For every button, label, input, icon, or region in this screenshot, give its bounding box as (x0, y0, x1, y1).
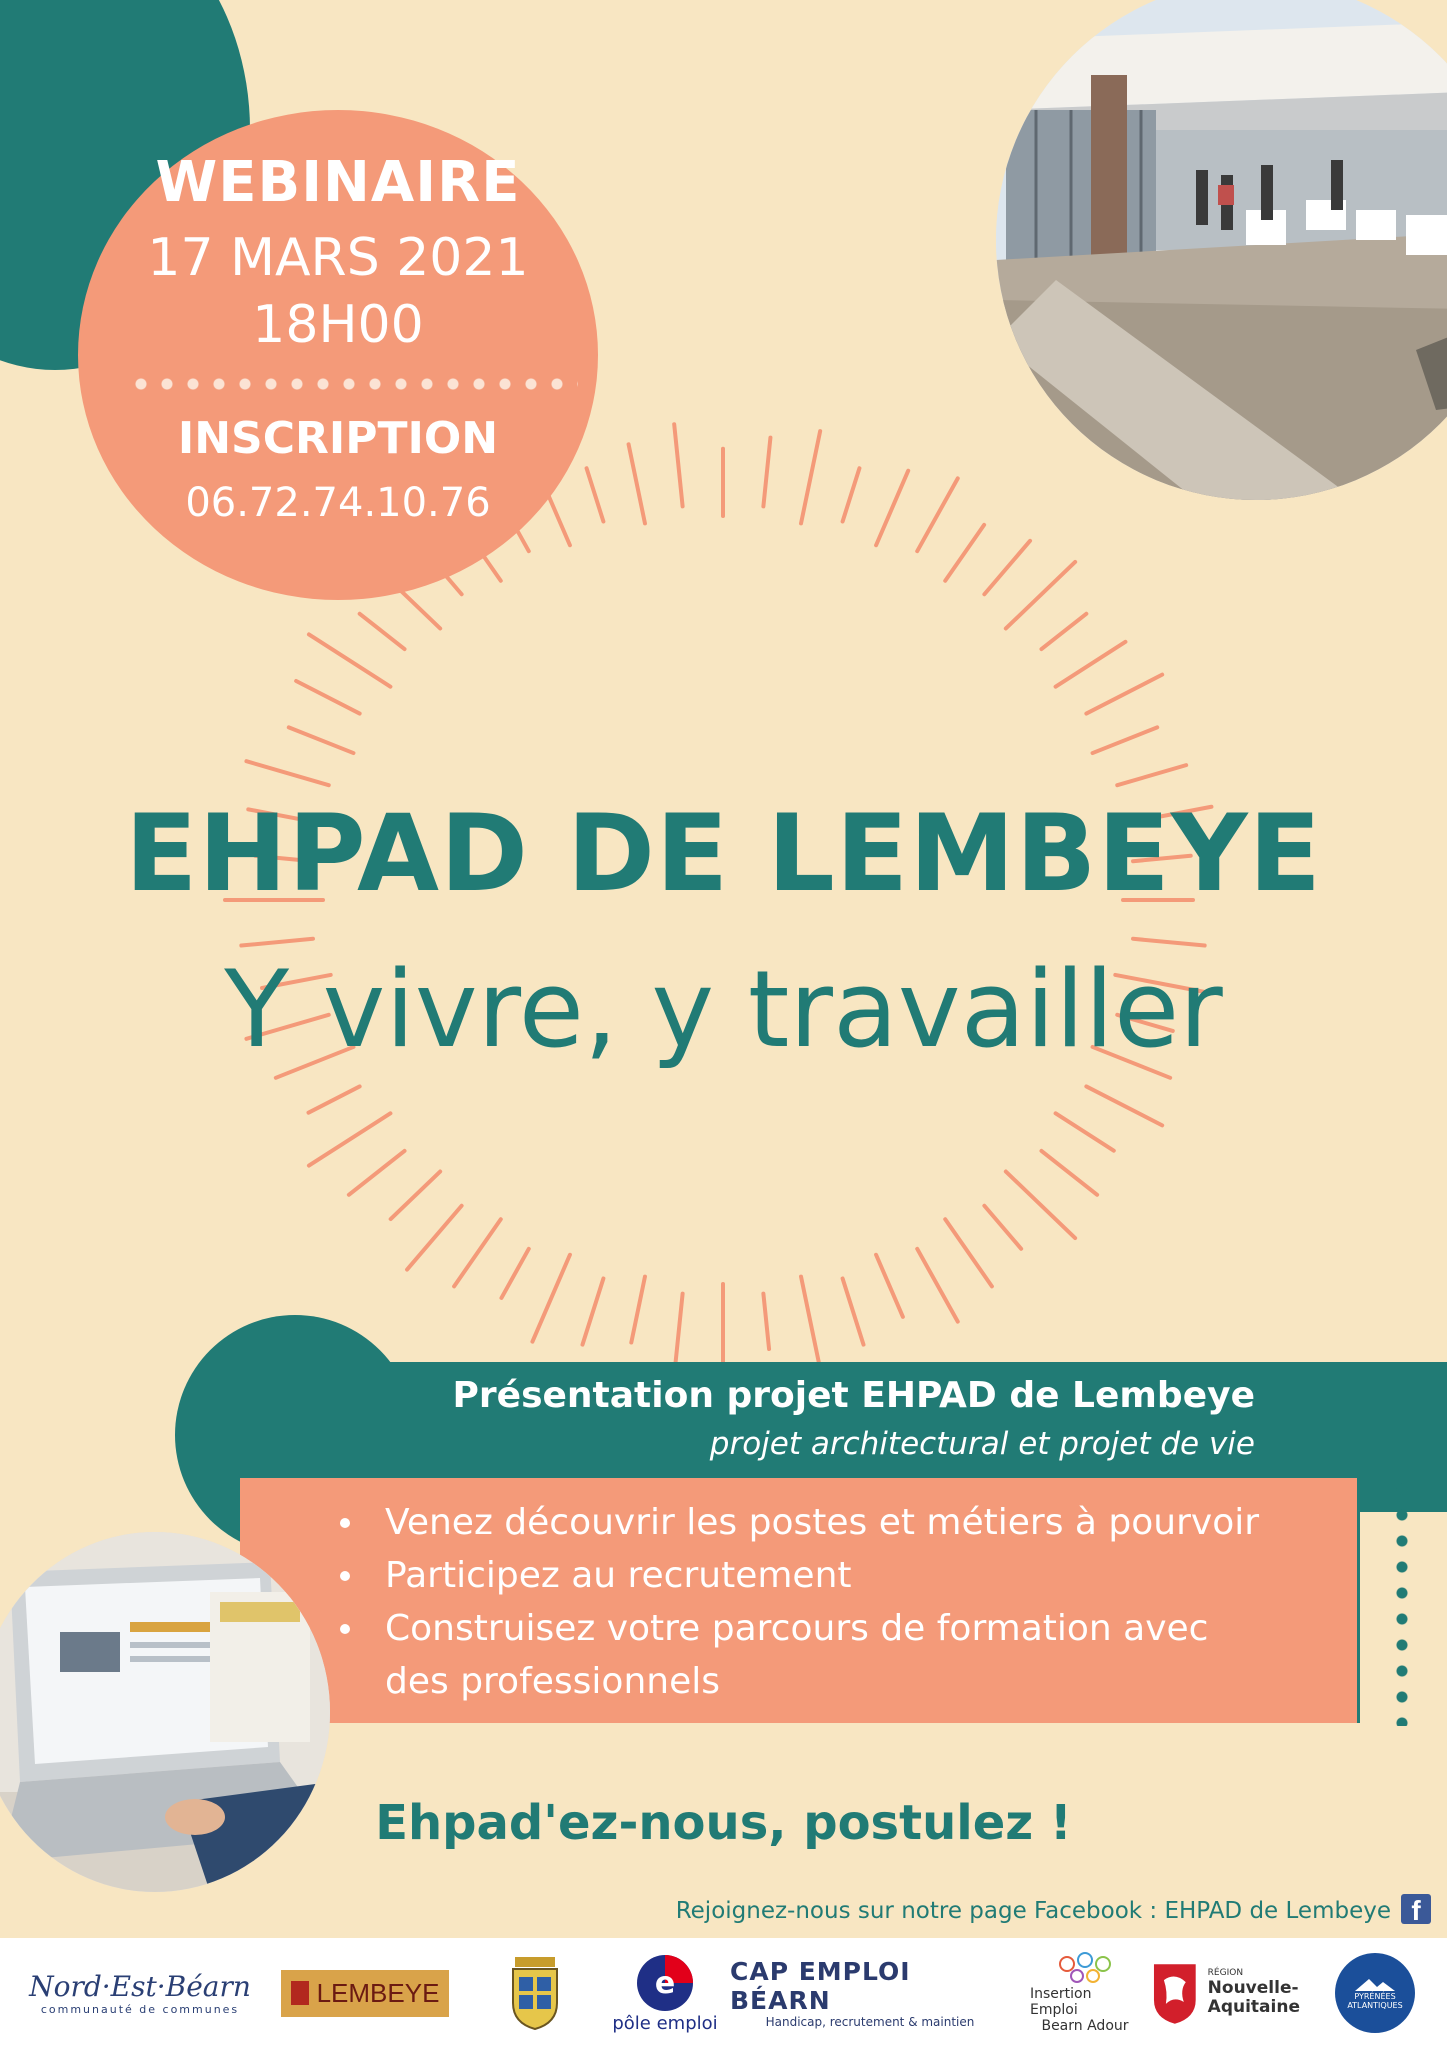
sunburst-ray (917, 1249, 958, 1322)
sunburst-ray (801, 1277, 820, 1369)
sunburst-ray (309, 634, 390, 686)
benefits-list (340, 1496, 1260, 1708)
insertion-emploi-logo (1030, 1938, 1140, 2048)
sunburst-ray (917, 478, 958, 551)
svg-text:e: e (654, 1965, 676, 2001)
facebook-text[interactable]: Rejoignez-nous sur notre page Facebook : EHPAD de Lembeye (675, 1898, 1391, 1924)
sunburst-ray (629, 444, 645, 523)
sunburst-ray (308, 1086, 359, 1112)
list-item: Participez au recrutement (340, 1549, 1260, 1602)
list-item: Venez découvrir les postes et métiers à pourvoir (340, 1496, 1260, 1549)
sunburst-ray (763, 438, 770, 507)
sunburst-ray (454, 1219, 501, 1286)
sunburst-ray (309, 1113, 390, 1165)
registration-label: INSCRIPTION (177, 413, 499, 464)
sunburst-ray (876, 471, 908, 546)
sunburst-ray (843, 1278, 864, 1344)
sunburst-ray (289, 727, 354, 753)
sunburst-ray (583, 1278, 604, 1344)
logo-text-pole-emploi: pôle emploi (612, 2012, 718, 2034)
sunburst-ray (674, 424, 682, 506)
webinar-title: WEBINAIRE (155, 150, 521, 215)
people-icon (1055, 1952, 1115, 1986)
webinar-time: 18H00 (252, 295, 424, 355)
logo-text-nord-est-bearn: Nord·Est·Béarn (29, 1970, 251, 2003)
sunburst-ray (1117, 765, 1186, 785)
sunburst-ray (984, 541, 1030, 594)
sunburst-ray (801, 431, 820, 523)
sunburst-ray (1093, 727, 1158, 753)
sunburst-ray (1133, 939, 1205, 946)
sunburst-ray (1006, 562, 1075, 629)
logo-subtext-cap-emploi: Handicap, recrutement & maintien (765, 2015, 975, 2029)
facebook-icon[interactable]: f (1401, 1894, 1431, 1924)
sunburst-ray (349, 1151, 405, 1195)
mountain-icon (1353, 1975, 1397, 1993)
pole-emploi-logo (610, 1938, 720, 2048)
decorative-line (1357, 1478, 1360, 1723)
sunburst-ray (763, 1294, 769, 1349)
logo-text-region-1: Nouvelle- (1207, 1978, 1299, 1999)
logo-text-region-small: RÉGION (1207, 1968, 1244, 1979)
sunburst-ray (1006, 1172, 1075, 1239)
slogan: Ehpad'ez-nous, postulez ! (375, 1795, 1072, 1851)
list-item: Construisez votre parcours de formation avec des professionnels (340, 1602, 1260, 1708)
logo-text-insertion: Insertion Emploi (1030, 1986, 1092, 2018)
sunburst-ray (296, 681, 359, 714)
sunburst-ray (246, 761, 328, 785)
logo-text-insertion-2: Bearn Adour (1041, 2018, 1129, 2034)
decorative-dots (1396, 1476, 1408, 1726)
region-nouvelle-aquitaine-logo (1150, 1938, 1300, 2048)
sunburst-ray (241, 939, 313, 946)
sunburst-ray (501, 1249, 528, 1298)
dotted-divider (128, 378, 578, 390)
pyrenees-atlantiques-logo (1325, 1938, 1425, 2048)
page-subtitle: Y vivre, y travailler (224, 948, 1223, 1071)
sunburst-ray (1056, 642, 1126, 687)
cap-emploi-logo (730, 1938, 1010, 2048)
presentation-subtitle: projet architectural et projet de vie (709, 1426, 1255, 1462)
sunburst-ray (1041, 1151, 1097, 1195)
lembeye-crest-icon (291, 1981, 309, 2005)
sunburst-ray (1086, 1086, 1162, 1125)
sunburst-ray (945, 1219, 992, 1286)
sunburst-ray (532, 1255, 570, 1342)
sunburst-ray (631, 1277, 645, 1343)
sunburst-ray (360, 614, 405, 649)
sunburst-ray (945, 525, 984, 581)
pole-emploi-icon (635, 1953, 695, 2013)
lembeye-logo (275, 1938, 455, 2048)
logo-text-pyrenees: PYRÉNÉES ATLANTIQUES (1347, 1992, 1403, 2010)
logo-text-cap-emploi: CAP EMPLOI BÉARN (730, 1957, 911, 2015)
logo-subtext-nord-est-bearn: communauté de communes (40, 2003, 240, 2016)
coat-of-arms-logo (495, 1938, 575, 2048)
sunburst-ray (843, 468, 860, 521)
sunburst-ray (1041, 614, 1086, 649)
webinar-date: 17 MARS 2021 (147, 228, 529, 288)
presentation-title: Présentation projet EHPAD de Lembeye (452, 1375, 1255, 1416)
sunburst-ray (391, 1172, 440, 1220)
logo-text-lembeye: LEMBEYE (316, 1977, 440, 2008)
nord-est-bearn-logo (25, 1938, 255, 2048)
sunburst-ray (876, 1255, 903, 1317)
sunburst-ray (407, 1206, 462, 1270)
sunburst-ray (1056, 1113, 1114, 1150)
region-shield-icon (1150, 1960, 1200, 2026)
logo-text-region-2: Aquitaine (1207, 1996, 1300, 2017)
sunburst-ray (984, 1206, 1021, 1249)
sunburst-ray (1086, 675, 1162, 714)
registration-phone[interactable]: 06.72.74.10.76 (185, 480, 491, 526)
page-title: EHPAD DE LEMBEYE (124, 792, 1323, 915)
coat-of-arms-icon (505, 1953, 565, 2033)
